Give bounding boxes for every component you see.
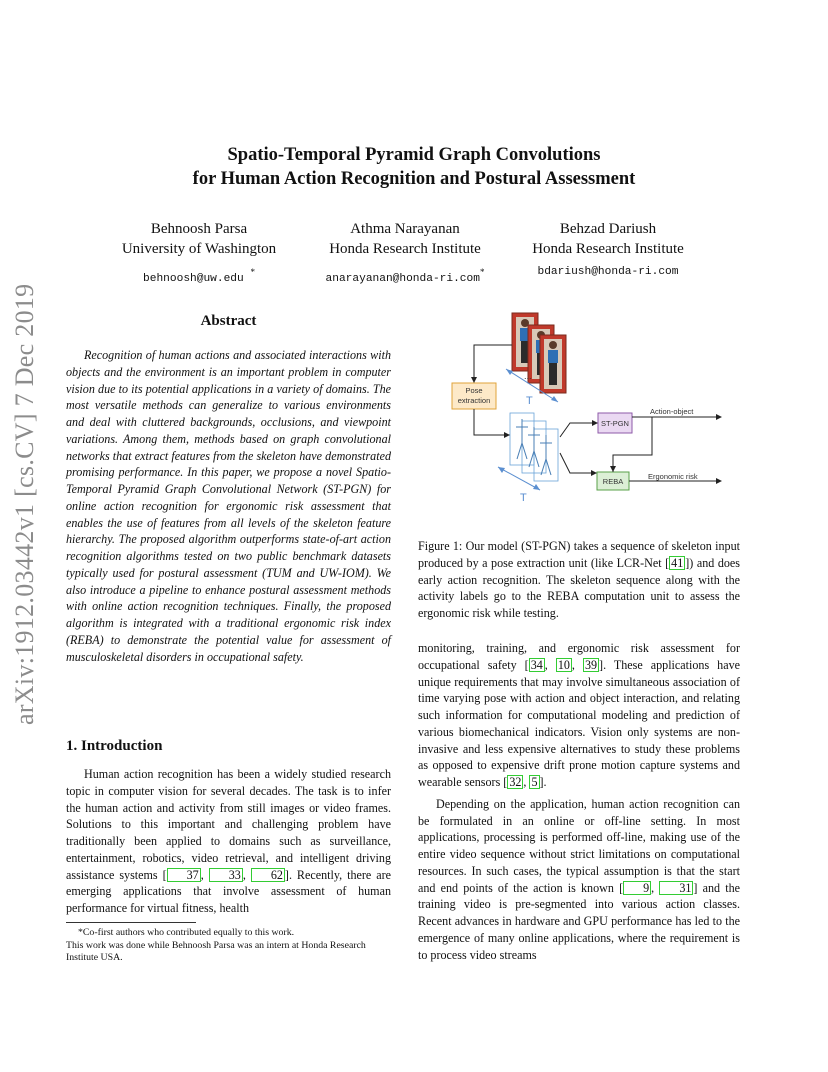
author-name: Behzad Dariush bbox=[559, 221, 657, 237]
footnote-intern: This work was done while Behnoosh Parsa was an intern at Honda Research Institute USA. bbox=[66, 939, 366, 963]
citation-link[interactable]: 31 bbox=[659, 881, 693, 895]
footnotes bbox=[66, 927, 391, 965]
citation-link[interactable]: 32 bbox=[509, 775, 522, 789]
figure-1-caption: Figure 1: Our model (ST-PGN) takes a sequence of skeleton input produced by a pose extraction unit (like LCR-Net [ 41 ]) and does early action recognition. The skeleton sequence along with the activity labels go to the REBA computation unit to assess the ergonomic risk while testing. bbox=[418, 539, 740, 620]
author-block-3 bbox=[493, 219, 723, 282]
action-object-label: Action-object bbox=[650, 407, 694, 416]
author-affiliation: Honda Research Institute bbox=[532, 241, 684, 257]
author-affiliation: University of Washington bbox=[121, 241, 277, 257]
pose-label-2: extraction bbox=[457, 396, 491, 405]
citation-link[interactable]: 10 bbox=[557, 657, 570, 672]
right-column-body bbox=[418, 640, 740, 963]
citation-link[interactable]: 34 bbox=[530, 657, 543, 672]
abstract-heading: Abstract bbox=[200, 313, 257, 329]
abstract-text: Recognition of human actions and associated interactions with objects and the environment is an important problem in computer vision due to its potential applications in a variety of domains. The most versatile methods can generalize to various environments and deal with cluttered backgrounds, occlusions, and viewpoint variations. Among them, methods based on graph convolutional networks that extract features from the skeleton have demonstrated promising performance. In this paper, we propose a novel Spatio-Temporal Pyramid Graph Convolutional Network (ST-PGN) for online action recognition for ergonomic risk assessment that enables the use of features from all levels of the skeleton feature hierarchy. The proposed algorithm outperforms state-of-art action recognition algorithms tested on two public benchmark datasets typically used for postural assessment (TUM and UW-IOM). We also introduce a pipeline to enhance postural assessment methods with online action recognition techniques. Finally, the proposed algorithm is integrated with a traditional ergonomic risk index (REBA) to demonstrate the potential value for assessment of musculoskeletal disorders in occupational safety. bbox=[66, 348, 391, 664]
author-name: Behnoosh Parsa bbox=[150, 221, 248, 237]
author-email: anarayanan@honda-ri.com* bbox=[325, 267, 485, 285]
video-frames bbox=[512, 313, 566, 393]
paragraph-applications: monitoring, training, and ergonomic risk assessment for occupational safety [ 34 , 10 , 39 ]. These applications have unique requirements that may involve simultaneous association of time varying pose with action and object interaction, and relating such information for computational modeling and prediction of various biomechanical indicators. Vision only systems are non-invasive and less expensive alternatives to study these problems as opposed to expensive drift prone motion capture systems and wearable sensors [ 32 , 5 ]. bbox=[418, 641, 741, 789]
author-name: Athma Narayanan bbox=[350, 221, 460, 237]
time-label-bottom: T bbox=[520, 492, 527, 504]
footnote-rule bbox=[66, 922, 196, 923]
intro-paragraph: Human action recognition has been a widely studied research topic in computer vision for several decades. The task is to infer the human action and activity from still images or video frames. Solutions to this important and challenging problem have traditionally been applied to domains such as surveillance, entertainment, robotics, video retrieval, and intelligent driving assistance systems [ 37 , 33 , 62 ]. Recently, there are emerging applications that involve assessment of human performance for virtual fitness, health bbox=[66, 767, 392, 915]
citation-link[interactable]: 39 bbox=[584, 657, 598, 672]
citation-link[interactable]: 62 bbox=[251, 868, 285, 882]
citation-link[interactable]: 9 bbox=[623, 881, 651, 895]
section-heading-introduction: 1. Introduction bbox=[66, 738, 163, 754]
title-line-1: Spatio-Temporal Pyramid Graph Convolutions bbox=[227, 145, 601, 165]
citation-link[interactable]: 33 bbox=[209, 868, 243, 882]
footnote-cofirst: *Co-first authors who contributed equally to this work. bbox=[78, 927, 295, 938]
citation-link[interactable]: 41 bbox=[671, 555, 684, 570]
paper-title bbox=[0, 143, 828, 191]
paragraph-online-offline: Depending on the application, human action recognition can be formulated in an online or off-line setting. In most applications, processing is performed off-line, making use of the entire video sequence without strict limitations on computational resources. In such cases, the typical assumption is that the start and end points of the action is known [ 9 , 31 ] and the training video is pre-segmented into various action classes. Recent advances in hardware and GPU performance has led to the emergence of many online applications, where the requirement is to process video streams bbox=[418, 796, 740, 962]
st-pgn-label: ST-PGN bbox=[601, 419, 629, 428]
author-email: bdariush@honda-ri.com bbox=[537, 266, 679, 278]
author-block-1 bbox=[84, 219, 314, 289]
author-block-2 bbox=[290, 219, 520, 289]
time-label-top: T bbox=[526, 395, 533, 407]
pose-label-1: Pose bbox=[465, 386, 483, 395]
figure-1-diagram bbox=[440, 305, 730, 510]
reba-label: REBA bbox=[602, 477, 624, 486]
arxiv-identifier: arXiv:1912.03442v1 [cs.CV] 7 Dec 2019 bbox=[10, 283, 39, 725]
citation-link[interactable]: 37 bbox=[167, 868, 201, 882]
skeleton-frames bbox=[510, 413, 558, 481]
author-affiliation: Honda Research Institute bbox=[329, 241, 481, 257]
citation-link[interactable]: 5 bbox=[531, 775, 538, 789]
title-line-2: for Human Action Recognition and Postural Assessment bbox=[192, 169, 636, 189]
author-email: behnoosh@uw.edu * bbox=[143, 267, 255, 285]
ergonomic-risk-label: Ergonomic risk bbox=[648, 472, 698, 481]
frames-ellipsis: ... bbox=[524, 371, 532, 381]
